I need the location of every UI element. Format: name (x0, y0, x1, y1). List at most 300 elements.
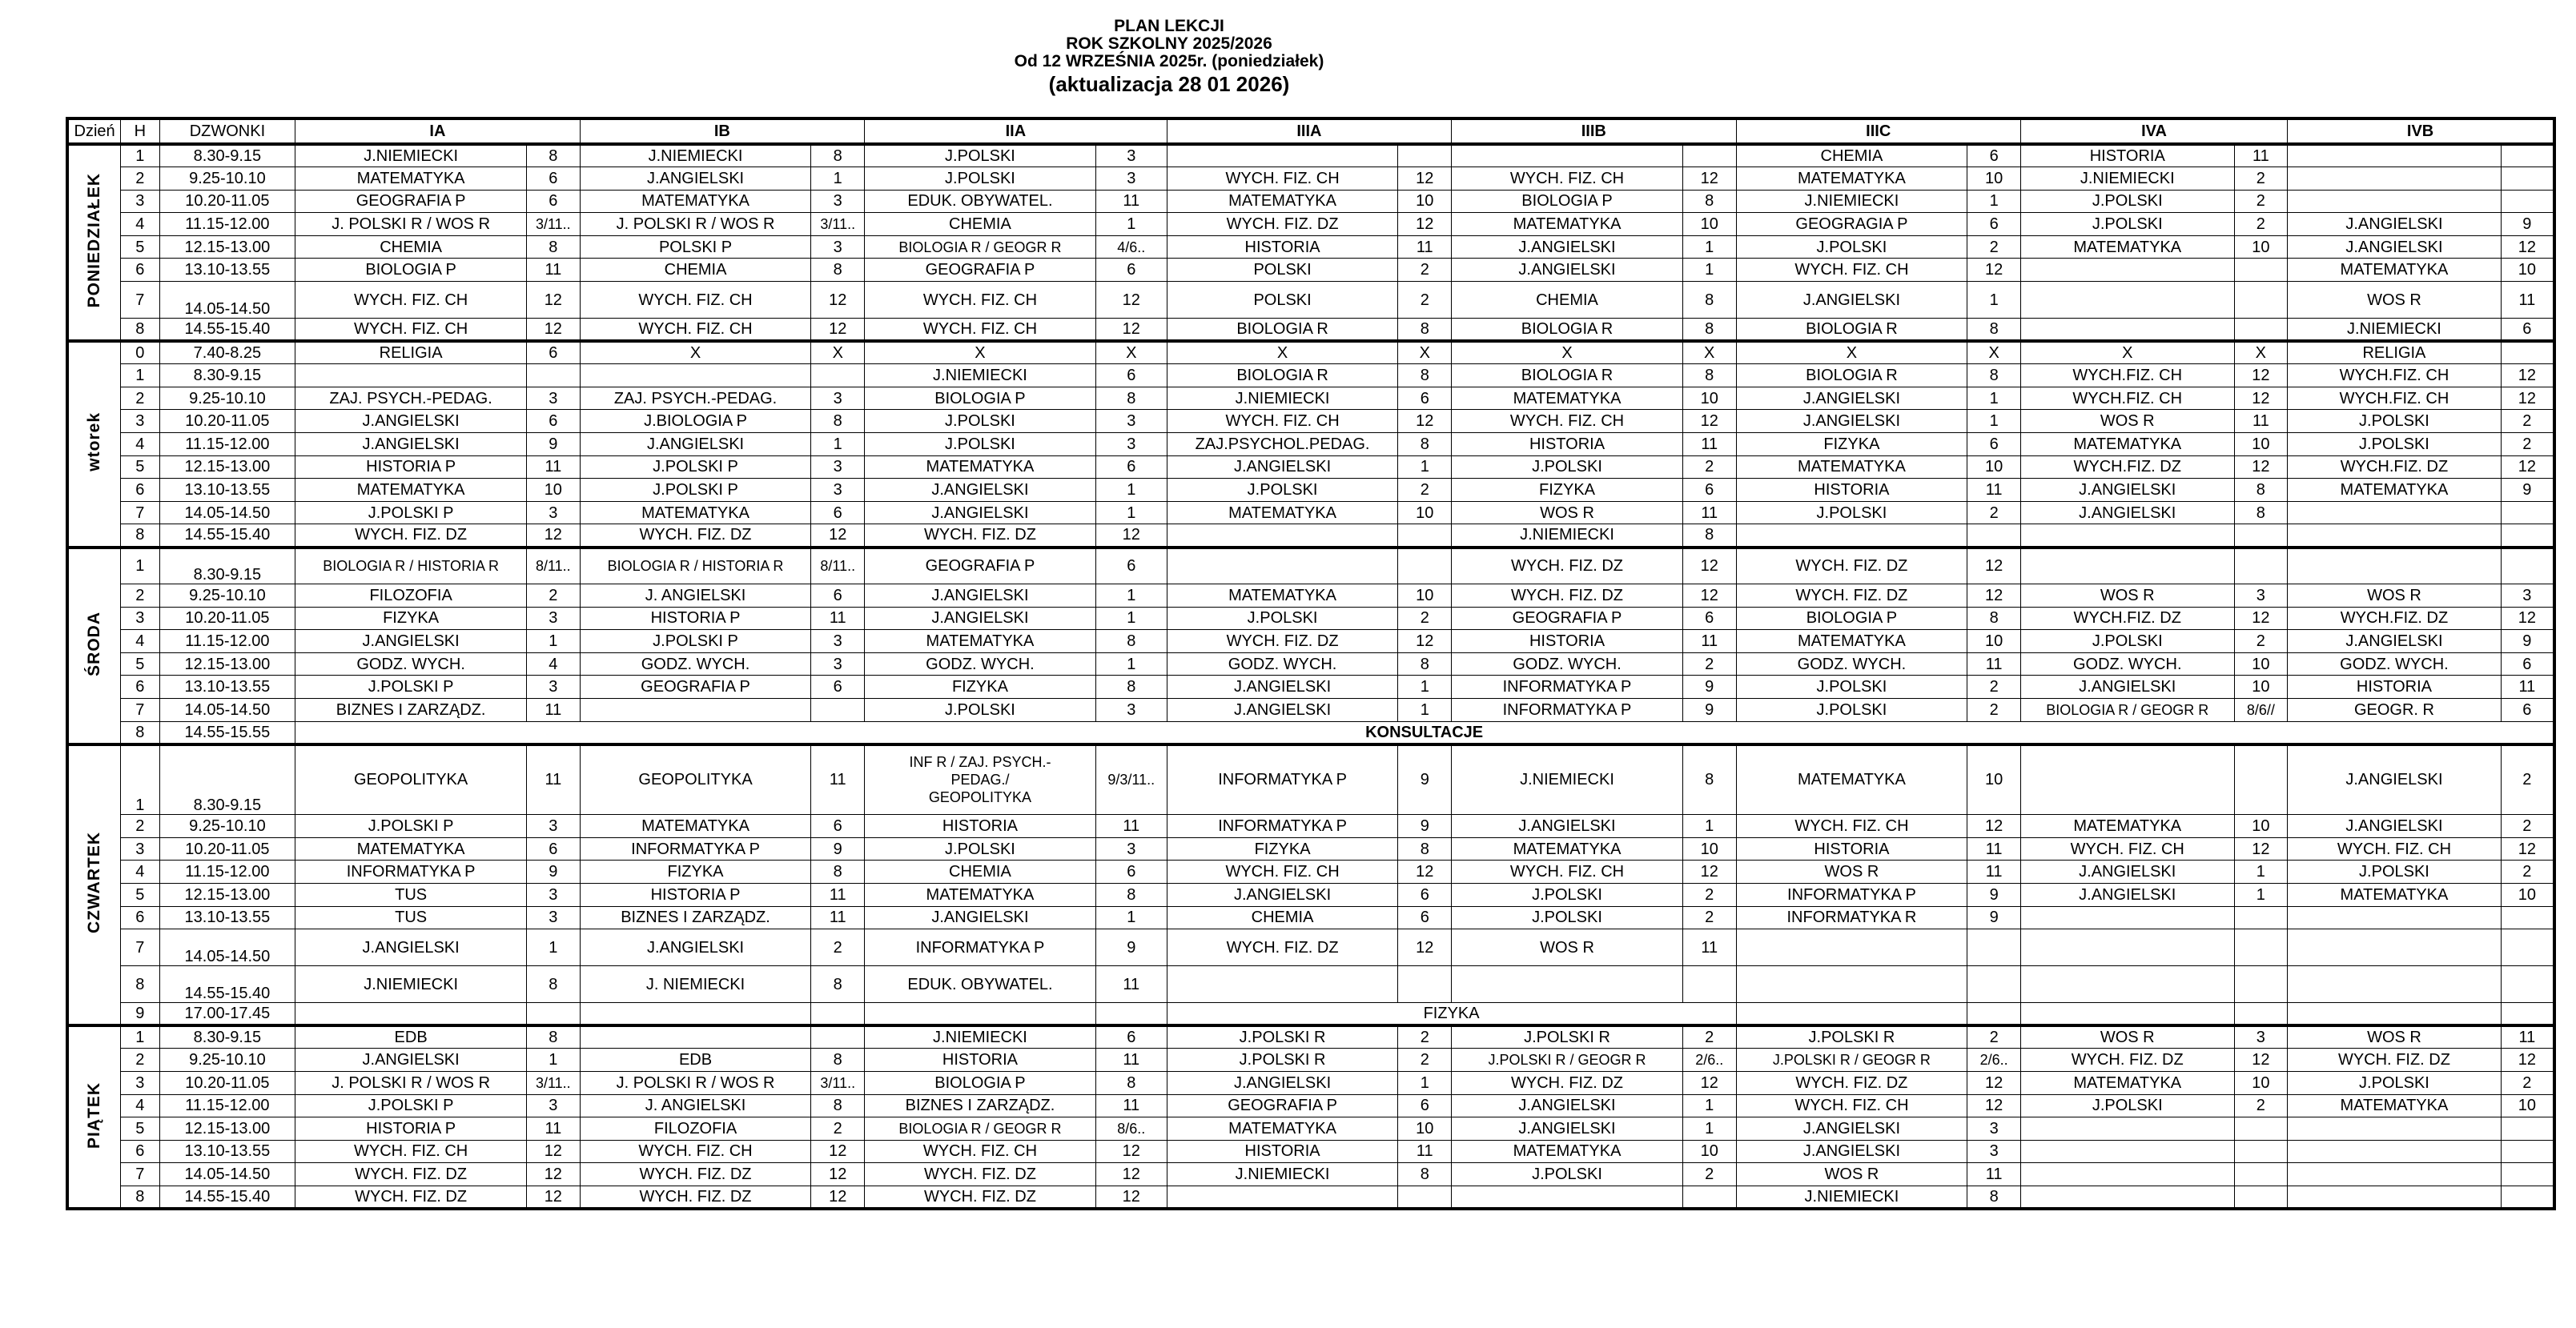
room-cell: 12 (811, 319, 865, 342)
table-row (67, 167, 2554, 191)
room-cell: 6 (1095, 1025, 1167, 1049)
room-cell: 1 (1682, 815, 1736, 838)
lesson-number: 6 (121, 676, 159, 699)
room-cell: 10 (2234, 652, 2288, 676)
room-cell: 3 (811, 630, 865, 653)
bell-time: 11.15-12.00 (159, 213, 295, 236)
subject-cell: WOS R (1452, 929, 1683, 966)
subject-cell: HISTORIA (1452, 433, 1683, 456)
subject-cell (580, 364, 811, 387)
subject-cell: RELIGIA (295, 341, 527, 364)
lesson-number: 7 (121, 929, 159, 966)
subject-cell: J.ANGIELSKI (1452, 1117, 1683, 1141)
lesson-number: 4 (121, 213, 159, 236)
subject-cell: MATEMATYKA (2020, 1071, 2234, 1094)
room-cell: 6 (527, 190, 581, 213)
bell-time: 14.05-14.50 (159, 501, 295, 524)
day-name-cell (67, 548, 121, 744)
subject-cell: WYCH. FIZ. CH (295, 282, 527, 319)
subject-cell: FIZYKA (1736, 433, 1967, 456)
room-cell: 11 (811, 607, 865, 630)
bell-time: 7.40-8.25 (159, 341, 295, 364)
room-cell: 8 (2234, 479, 2288, 502)
subject-cell: J. ANGIELSKI (580, 584, 811, 608)
subject-cell: WYCH.FIZ. DZ (2288, 455, 2502, 479)
subject-cell: J.NIEMIECKI (295, 144, 527, 167)
subject-cell: WYCH. FIZ. CH (295, 319, 527, 342)
subject-cell (580, 1025, 811, 1049)
room-cell: 8 (527, 144, 581, 167)
room-cell: 6 (527, 341, 581, 364)
room-cell: 10 (1682, 213, 1736, 236)
subject-cell: MATEMATYKA (1167, 1117, 1398, 1141)
room-cell: 1 (2234, 883, 2288, 906)
subject-cell: MATEMATYKA (2288, 479, 2502, 502)
room-cell: 12 (1095, 1163, 1167, 1186)
room-cell: 6 (811, 676, 865, 699)
subject-cell: TUS (295, 883, 527, 906)
table-row (67, 548, 2554, 584)
subject-cell: INF R / ZAJ. PSYCH.- PEDAG./ GEOPOLITYKA (865, 744, 1096, 815)
subject-cell (2288, 190, 2502, 213)
room-cell: 11 (1095, 190, 1167, 213)
room-cell: 2 (1398, 1049, 1452, 1072)
subject-cell: J.POLSKI (2288, 410, 2502, 433)
room-cell: 8 (811, 1094, 865, 1117)
lesson-number: 2 (121, 1049, 159, 1072)
room-cell: 9 (527, 861, 581, 884)
col-header-class: IB (580, 118, 864, 144)
subject-cell: MATEMATYKA (1167, 190, 1398, 213)
room-cell: 9 (1398, 744, 1452, 815)
subject-cell: BIOLOGIA R (1736, 319, 1967, 342)
day-name: wtorek (85, 412, 104, 472)
subject-cell: J.ANGIELSKI (2288, 630, 2502, 653)
subject-cell: WYCH.FIZ. CH (2288, 387, 2502, 410)
room-cell: 9 (1682, 676, 1736, 699)
room-cell: 6 (1682, 479, 1736, 502)
subject-cell: FIZYKA (295, 607, 527, 630)
lesson-number: 8 (121, 721, 159, 744)
subject-cell: CHEMIA (1452, 282, 1683, 319)
room-cell: 12 (811, 524, 865, 548)
subject-cell: J.POLSKI (1452, 906, 1683, 929)
room-cell: 8 (1398, 652, 1452, 676)
room-cell: 12 (811, 1140, 865, 1163)
subject-cell: MATEMATYKA (1736, 167, 1967, 191)
table-row (67, 524, 2554, 548)
subject-cell: J.POLSKI R / GEOGR R (1452, 1049, 1683, 1072)
room-cell: 3/11.. (527, 1071, 581, 1094)
room-cell: 12 (527, 1186, 581, 1209)
subject-cell: X (1452, 341, 1683, 364)
subject-cell: WYCH. FIZ. DZ (1167, 929, 1398, 966)
room-cell: 8 (1398, 364, 1452, 387)
subject-cell: INFORMATYKA R (1736, 906, 1967, 929)
subject-cell: J.NIEMIECKI (580, 144, 811, 167)
lesson-number: 4 (121, 433, 159, 456)
room-cell: 9 (1682, 698, 1736, 721)
subject-cell: INFORMATYKA P (1167, 744, 1398, 815)
room-cell: 6 (811, 501, 865, 524)
subject-cell: J.NIEMIECKI (2288, 319, 2502, 342)
subject-cell (2288, 524, 2502, 548)
bell-time: 14.55-15.40 (159, 966, 295, 1003)
room-cell: 11 (1682, 501, 1736, 524)
bell-time: 9.25-10.10 (159, 387, 295, 410)
room-cell: 12 (527, 319, 581, 342)
subject-cell: J. ANGIELSKI (580, 1094, 811, 1117)
room-cell (2234, 524, 2288, 548)
subject-cell: WYCH. FIZ. DZ (865, 1163, 1096, 1186)
room-cell: 12 (2501, 455, 2554, 479)
room-cell: 6 (1095, 259, 1167, 282)
room-cell: 6 (1967, 144, 2021, 167)
room-cell: 8 (1682, 364, 1736, 387)
room-cell (2501, 167, 2554, 191)
subject-cell (2020, 744, 2234, 815)
subject-cell: WOS R (2020, 1025, 2234, 1049)
lesson-number: 4 (121, 1094, 159, 1117)
subject-cell: HISTORIA (1736, 479, 1967, 502)
room-cell (2234, 548, 2288, 584)
empty-cell (2288, 1003, 2502, 1026)
room-cell: 2 (2234, 630, 2288, 653)
subject-cell: INFORMATYKA P (865, 929, 1096, 966)
room-cell (2234, 1186, 2288, 1209)
bell-time: 12.15-13.00 (159, 1117, 295, 1141)
room-cell: 12 (1682, 584, 1736, 608)
lesson-number: 5 (121, 1117, 159, 1141)
subject-cell: WYCH. FIZ. CH (1736, 1094, 1967, 1117)
subject-cell: MATEMATYKA (295, 479, 527, 502)
room-cell: 1 (1967, 190, 2021, 213)
subject-cell: GEOGRAFIA P (580, 676, 811, 699)
subject-cell: BIOLOGIA R / HISTORIA R (580, 548, 811, 584)
subject-cell: J.ANGIELSKI (295, 929, 527, 966)
subject-cell: J.POLSKI (865, 433, 1096, 456)
room-cell: 12 (2234, 607, 2288, 630)
title-from: Od 12 WRZEŚNIA 2025r. (poniedziałek) (1014, 52, 1324, 70)
bell-time: 13.10-13.55 (159, 1140, 295, 1163)
room-cell: 9 (527, 433, 581, 456)
bell-time: 10.20-11.05 (159, 607, 295, 630)
subject-cell: J.POLSKI P (295, 501, 527, 524)
room-cell: 2 (1398, 1025, 1452, 1049)
table-row (67, 235, 2554, 259)
room-cell: 10 (1398, 1117, 1452, 1141)
room-cell: 8 (1967, 319, 2021, 342)
subject-cell (2288, 929, 2502, 966)
subject-cell: MATEMATYKA (1167, 584, 1398, 608)
subject-cell (2020, 319, 2234, 342)
room-cell: 6 (1398, 906, 1452, 929)
subject-cell: MATEMATYKA (580, 501, 811, 524)
room-cell (2234, 319, 2288, 342)
subject-cell: MATEMATYKA (2288, 883, 2502, 906)
bell-time: 14.05-14.50 (159, 282, 295, 319)
subject-cell: J.NIEMIECKI (1452, 744, 1683, 815)
empty-cell (295, 1003, 527, 1026)
subject-cell: MATEMATYKA (580, 815, 811, 838)
subject-cell: J. POLSKI R / WOS R (295, 1071, 527, 1094)
subject-cell: WYCH. FIZ. CH (865, 1140, 1096, 1163)
subject-cell: WYCH. FIZ. CH (2020, 837, 2234, 861)
room-cell: 12 (2234, 455, 2288, 479)
room-cell (2234, 282, 2288, 319)
room-cell (2234, 259, 2288, 282)
table-row (67, 479, 2554, 502)
subject-cell: HISTORIA P (580, 607, 811, 630)
room-cell: 11 (1682, 433, 1736, 456)
subject-cell: J.POLSKI R (1452, 1025, 1683, 1049)
room-cell (1398, 524, 1452, 548)
room-cell (2501, 1186, 2554, 1209)
subject-cell: GODZ. WYCH. (2288, 652, 2502, 676)
subject-cell (2020, 524, 2234, 548)
room-cell: 10 (527, 479, 581, 502)
room-cell: 10 (1967, 167, 2021, 191)
room-cell: 1 (811, 433, 865, 456)
room-cell (1682, 144, 1736, 167)
subject-cell: J.POLSKI (2288, 1071, 2502, 1094)
title-update: (aktualizacja 28 01 2026) (1048, 72, 1290, 96)
bell-time: 12.15-13.00 (159, 455, 295, 479)
subject-cell: GEOGRAFIA P (865, 548, 1096, 584)
subject-cell: J.ANGIELSKI (865, 607, 1096, 630)
room-cell: 2 (1682, 455, 1736, 479)
subject-cell: J. POLSKI R / WOS R (295, 213, 527, 236)
table-row (67, 433, 2554, 456)
subject-cell: GODZ. WYCH. (1452, 652, 1683, 676)
table-row (67, 144, 2554, 167)
room-cell: 2 (2234, 1094, 2288, 1117)
room-cell: 2 (1682, 906, 1736, 929)
subject-cell (1452, 1186, 1683, 1209)
subject-cell: J.POLSKI P (295, 676, 527, 699)
room-cell: 12 (527, 282, 581, 319)
room-cell: 12 (1682, 410, 1736, 433)
room-cell: 6 (2501, 698, 2554, 721)
room-cell: 11 (1398, 235, 1452, 259)
room-cell (811, 698, 865, 721)
subject-cell: J.ANGIELSKI (580, 433, 811, 456)
subject-cell (2288, 548, 2502, 584)
room-cell: 2 (1682, 1025, 1736, 1049)
subject-cell: X (1736, 341, 1967, 364)
subject-cell: HISTORIA P (295, 1117, 527, 1141)
room-cell: 2 (2234, 190, 2288, 213)
empty-cell (1736, 1003, 1967, 1026)
subject-cell: INFORMATYKA P (1452, 676, 1683, 699)
subject-cell: WYCH. FIZ. DZ (1736, 548, 1967, 584)
room-cell: 8 (1682, 524, 1736, 548)
room-cell: 11 (1682, 630, 1736, 653)
subject-cell: WYCH. FIZ. DZ (580, 1163, 811, 1186)
subject-cell: MATEMATYKA (1452, 837, 1683, 861)
room-cell: 8 (1682, 282, 1736, 319)
bell-time: 14.05-14.50 (159, 698, 295, 721)
lesson-number: 7 (121, 501, 159, 524)
subject-cell: MATEMATYKA (1167, 501, 1398, 524)
day-name: CZWARTEK (85, 832, 104, 934)
subject-cell (2020, 966, 2234, 1003)
room-cell: 6 (1398, 883, 1452, 906)
col-header-day: Dzień (67, 118, 121, 144)
subject-cell: J.NIEMIECKI (1736, 1186, 1967, 1209)
subject-cell: INFORMATYKA P (1736, 883, 1967, 906)
room-cell: 10 (2234, 235, 2288, 259)
subject-cell (1452, 144, 1683, 167)
room-cell: 11 (527, 1117, 581, 1141)
room-cell: 12 (2234, 837, 2288, 861)
subject-cell: MATEMATYKA (865, 630, 1096, 653)
room-cell: 2 (2501, 433, 2554, 456)
room-cell: 12 (1398, 929, 1452, 966)
room-cell: 12 (2501, 387, 2554, 410)
subject-cell: WOS R (2288, 1025, 2502, 1049)
room-cell: 11 (1682, 929, 1736, 966)
subject-cell: MATEMATYKA (2020, 433, 2234, 456)
table-row (67, 1071, 2554, 1094)
bell-time: 9.25-10.10 (159, 584, 295, 608)
subject-cell: EDUK. OBYWATEL. (865, 190, 1096, 213)
room-cell: 6 (2501, 319, 2554, 342)
room-cell: X (1682, 341, 1736, 364)
subject-cell: HISTORIA (865, 815, 1096, 838)
room-cell: 10 (1967, 744, 2021, 815)
subject-cell: BIOLOGIA P (1452, 190, 1683, 213)
day-name-cell (67, 144, 121, 341)
table-row (67, 455, 2554, 479)
subject-cell: J.ANGIELSKI (1452, 235, 1683, 259)
room-cell (1682, 966, 1736, 1003)
subject-cell: J.ANGIELSKI (1167, 1071, 1398, 1094)
subject-cell: MATEMATYKA (2020, 235, 2234, 259)
room-cell: 12 (1398, 410, 1452, 433)
subject-cell (2020, 1163, 2234, 1186)
room-cell: 10 (2234, 433, 2288, 456)
room-cell: 1 (527, 929, 581, 966)
lesson-number: 1 (121, 1025, 159, 1049)
subject-cell: J.ANGIELSKI (1736, 282, 1967, 319)
room-cell (2501, 929, 2554, 966)
subject-cell: BIOLOGIA R (1452, 319, 1683, 342)
room-cell: 1 (1682, 1094, 1736, 1117)
subject-cell: HISTORIA (1167, 235, 1398, 259)
lesson-number: 1 (121, 548, 159, 584)
subject-cell: MATEMATYKA (1736, 630, 1967, 653)
lesson-number: 7 (121, 282, 159, 319)
room-cell: 2 (2501, 1071, 2554, 1094)
subject-cell: J.POLSKI (1736, 235, 1967, 259)
subject-cell: J.ANGIELSKI (1736, 410, 1967, 433)
subject-cell: BIZNES I ZARZĄDZ. (580, 906, 811, 929)
room-cell: 12 (527, 1163, 581, 1186)
table-row (67, 1140, 2554, 1163)
bell-time: 11.15-12.00 (159, 433, 295, 456)
room-cell: 3 (811, 455, 865, 479)
subject-cell: J.ANGIELSKI (1167, 883, 1398, 906)
subject-cell: GODZ. WYCH. (295, 652, 527, 676)
subject-cell: GODZ. WYCH. (2020, 652, 2234, 676)
subject-cell: X (1167, 341, 1398, 364)
col-header-class: IVA (2020, 118, 2287, 144)
room-cell: 10 (2234, 676, 2288, 699)
room-cell: 8 (811, 259, 865, 282)
col-header-class: IIIC (1736, 118, 2020, 144)
subject-cell: FILOZOFIA (580, 1117, 811, 1141)
room-cell: 8 (1398, 837, 1452, 861)
room-cell: 3 (811, 190, 865, 213)
room-cell: 8/11.. (811, 548, 865, 584)
lesson-number: 8 (121, 524, 159, 548)
subject-cell: WOS R (2020, 584, 2234, 608)
col-header-class: IIIB (1452, 118, 1736, 144)
bell-time: 12.15-13.00 (159, 652, 295, 676)
room-cell: 1 (1095, 906, 1167, 929)
room-cell: 12 (1967, 1071, 2021, 1094)
subject-cell: BIOLOGIA P (865, 387, 1096, 410)
room-cell: 10 (2501, 259, 2554, 282)
room-cell: 12 (1095, 524, 1167, 548)
subject-cell (1736, 929, 1967, 966)
room-cell: 8 (1095, 676, 1167, 699)
room-cell (2501, 144, 2554, 167)
room-cell: 2 (2234, 213, 2288, 236)
lesson-number: 5 (121, 883, 159, 906)
room-cell (2234, 966, 2288, 1003)
subject-cell: J.NIEMIECKI (865, 1025, 1096, 1049)
subject-cell: HISTORIA (1167, 1140, 1398, 1163)
subject-cell: J.NIEMIECKI (295, 966, 527, 1003)
room-cell (1398, 548, 1452, 584)
subject-cell: J.ANGIELSKI (865, 479, 1096, 502)
bell-time: 10.20-11.05 (159, 1071, 295, 1094)
room-cell: 12 (1967, 815, 2021, 838)
table-row (67, 815, 2554, 838)
room-cell (1967, 966, 2021, 1003)
room-cell (2501, 341, 2554, 364)
subject-cell: HISTORIA (865, 1049, 1096, 1072)
room-cell: 6 (2501, 652, 2554, 676)
subject-cell: MATEMATYKA (865, 883, 1096, 906)
subject-cell: J.ANGIELSKI (2288, 744, 2502, 815)
table-row (67, 341, 2554, 364)
room-cell: 11 (811, 906, 865, 929)
room-cell: 10 (2234, 1071, 2288, 1094)
subject-cell: GEOPOLITYKA (295, 744, 527, 815)
subject-cell (1167, 966, 1398, 1003)
lesson-number: 4 (121, 630, 159, 653)
subject-cell (2020, 1186, 2234, 1209)
table-row (67, 652, 2554, 676)
bell-time: 8.30-9.15 (159, 1025, 295, 1049)
subject-cell: WYCH. FIZ. CH (580, 1140, 811, 1163)
subject-cell: BIZNES I ZARZĄDZ. (865, 1094, 1096, 1117)
subject-cell: J.POLSKI P (295, 815, 527, 838)
table-row (67, 1049, 2554, 1072)
room-cell: 8 (1398, 319, 1452, 342)
subject-cell: J.POLSKI (1736, 698, 1967, 721)
table-row (67, 501, 2554, 524)
room-cell: 8 (1967, 607, 2021, 630)
subject-cell: J.ANGIELSKI (1452, 1094, 1683, 1117)
bell-time: 9.25-10.10 (159, 815, 295, 838)
subject-cell: HISTORIA P (580, 883, 811, 906)
subject-cell: WOS R (1736, 1163, 1967, 1186)
subject-cell: MATEMATYKA (2020, 815, 2234, 838)
